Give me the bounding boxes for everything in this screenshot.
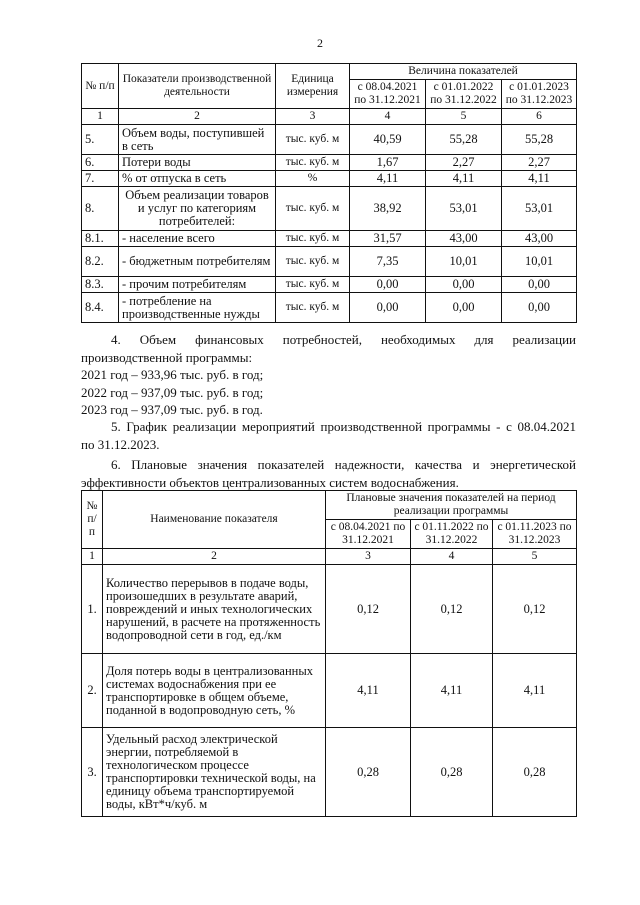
- row-name: - бюджетным потребителям: [119, 247, 276, 277]
- row-unit: тыс. куб. м: [276, 247, 350, 277]
- row-value-2021: 38,92: [350, 187, 426, 231]
- row-value-2023: 0,12: [493, 565, 577, 654]
- col-number: 6: [502, 109, 577, 125]
- table-row: [82, 231, 577, 247]
- row-unit: тыс. куб. м: [276, 125, 350, 155]
- row-value-2023: 43,00: [502, 231, 577, 247]
- section-4-year-2022: 2022 год – 937,09 тыс. руб. в год;: [81, 384, 264, 400]
- col-number: 2: [103, 549, 326, 565]
- row-unit: тыс. куб. м: [276, 277, 350, 293]
- row-value-2021: 31,57: [350, 231, 426, 247]
- header-unit: Единица измерения: [276, 64, 350, 109]
- table-row: [82, 187, 577, 231]
- row-value-2022: 4,11: [411, 654, 493, 728]
- row-name: - прочим потребителям: [119, 277, 276, 293]
- row-unit: тыс. куб. м: [276, 231, 350, 247]
- section-4-year-2023: 2023 год – 937,09 тыс. руб. в год.: [81, 402, 263, 417]
- row-value-2022: 0,00: [426, 277, 502, 293]
- header-period-3: с 01.01.2023 по 31.12.2023: [502, 80, 577, 109]
- row-value-2023: 53,01: [502, 187, 577, 231]
- header-period-3: с 01.11.2023 по 31.12.2023: [493, 520, 577, 549]
- header-value-group: Плановые значения показателей на период реализации программы: [326, 491, 577, 520]
- row-unit: тыс. куб. м: [276, 187, 350, 231]
- table-row: [82, 247, 577, 277]
- section-4-line-2: производственной программы:: [81, 349, 253, 365]
- header-value-group: Величина показателей: [350, 64, 577, 80]
- row-num: 3.: [82, 728, 103, 817]
- header-period-1: с 08.04.2021 по 31.12.2021: [350, 80, 426, 109]
- col-number: 4: [411, 549, 493, 565]
- header-indicator: Показатели производственной деятельности: [119, 64, 276, 109]
- row-unit: тыс. куб. м: [276, 155, 350, 171]
- header-name: Наименование показателя: [103, 491, 326, 549]
- header-period-2: с 01.01.2022 по 31.12.2022: [426, 80, 502, 109]
- row-value-2022: 2,27: [426, 155, 502, 171]
- header-num: № п/п: [82, 64, 119, 109]
- section-4-year-2021: 2021 год – 933,96 тыс. руб. в год;: [81, 367, 264, 382]
- row-num: 7.: [82, 171, 119, 187]
- row-value-2022: 0,00: [426, 293, 502, 323]
- row-value-2021: 7,35: [350, 247, 426, 277]
- row-value-2022: 10,01: [426, 247, 502, 277]
- row-num: 8.3.: [82, 277, 119, 293]
- col-number: 1: [82, 109, 119, 125]
- table-row: [82, 277, 577, 293]
- row-num: 8.1.: [82, 231, 119, 247]
- section-5-line-1: 5. График реализации мероприятий производственной программы - с 08.04.2021: [111, 419, 576, 434]
- table-row: [82, 293, 577, 323]
- row-value-2021: 4,11: [326, 654, 411, 728]
- row-num: 6.: [82, 155, 119, 171]
- row-num: 5.: [82, 125, 119, 155]
- row-num: 8.4.: [82, 293, 119, 323]
- row-name: - население всего: [119, 231, 276, 247]
- table-row: [82, 728, 577, 817]
- row-value-2021: 0,28: [326, 728, 411, 817]
- table-row: [82, 654, 577, 728]
- section-6-line-2: эффективности объектов централизованных систем водоснабжения.: [81, 474, 459, 490]
- row-value-2022: 53,01: [426, 187, 502, 231]
- section-5-schedule: [81, 418, 576, 453]
- table-row: [82, 565, 577, 654]
- reliability-indicators-table: [81, 490, 577, 817]
- row-name: - потребление на производственные нужды: [119, 293, 276, 323]
- row-value-2023: 4,11: [502, 171, 577, 187]
- table-row: [82, 155, 577, 171]
- row-value-2021: 0,00: [350, 277, 426, 293]
- row-num: 1.: [82, 565, 103, 654]
- col-number: 1: [82, 549, 103, 565]
- row-value-2023: 4,11: [493, 654, 577, 728]
- row-value-2021: 1,67: [350, 155, 426, 171]
- row-value-2022: 0,12: [411, 565, 493, 654]
- section-6-heading: [81, 456, 576, 491]
- row-name: % от отпуска в сеть: [119, 171, 276, 187]
- col-number: 2: [119, 109, 276, 125]
- row-value-2021: 0,00: [350, 293, 426, 323]
- col-number: 4: [350, 109, 426, 125]
- table-row: [82, 125, 577, 155]
- header-period-1: с 08.04.2021 по 31.12.2021: [326, 520, 411, 549]
- col-number: 5: [426, 109, 502, 125]
- row-value-2023: 0,00: [502, 277, 577, 293]
- row-value-2023: 55,28: [502, 125, 577, 155]
- row-value-2021: 4,11: [350, 171, 426, 187]
- row-value-2021: 40,59: [350, 125, 426, 155]
- header-period-2: с 01.11.2022 по 31.12.2022: [411, 520, 493, 549]
- section-5-line-2: по 31.12.2023.: [81, 436, 160, 452]
- row-name: Объем реализации товаров и услуг по категориям потребителей:: [119, 187, 276, 231]
- row-value-2022: 0,28: [411, 728, 493, 817]
- row-value-2023: 2,27: [502, 155, 577, 171]
- row-name: Объем воды, поступившей в сеть: [119, 125, 276, 155]
- section-6-line-1: 6. Плановые значения показателей надежности, качества и энергетической: [111, 457, 576, 472]
- production-indicators-table: [81, 63, 577, 323]
- header-num: № п/п: [82, 491, 103, 549]
- row-value-2023: 0,28: [493, 728, 577, 817]
- row-num: 8.2.: [82, 247, 119, 277]
- col-number: 5: [493, 549, 577, 565]
- section-4-financial-needs: [81, 331, 576, 419]
- section-4-line-1: 4. Объем финансовых потребностей, необходимых для реализации: [111, 332, 576, 347]
- row-name: Доля потерь воды в централизованных системах водоснабжения при ее транспортировке в общем объеме, поданной в водопроводную сеть, %: [103, 654, 326, 728]
- row-value-2022: 55,28: [426, 125, 502, 155]
- row-value-2023: 0,00: [502, 293, 577, 323]
- col-number: 3: [276, 109, 350, 125]
- table-row: [82, 171, 577, 187]
- row-name: Удельный расход электрической энергии, потребляемой в технологическом процессе транспортировки технической воды, на единицу объема транспортируемой воды, кВт*ч/куб. м: [103, 728, 326, 817]
- row-value-2023: 10,01: [502, 247, 577, 277]
- row-num: 2.: [82, 654, 103, 728]
- row-name: Потери воды: [119, 155, 276, 171]
- row-value-2022: 43,00: [426, 231, 502, 247]
- row-value-2021: 0,12: [326, 565, 411, 654]
- page-number: 2: [317, 36, 323, 50]
- col-number: 3: [326, 549, 411, 565]
- row-num: 8.: [82, 187, 119, 231]
- row-value-2022: 4,11: [426, 171, 502, 187]
- row-unit: %: [276, 171, 350, 187]
- row-unit: тыс. куб. м: [276, 293, 350, 323]
- row-name: Количество перерывов в подаче воды, произошедших в результате аварий, повреждений и иных технологических нарушений, в расчете на протяженность водопроводной сети в год, ед./км: [103, 565, 326, 654]
